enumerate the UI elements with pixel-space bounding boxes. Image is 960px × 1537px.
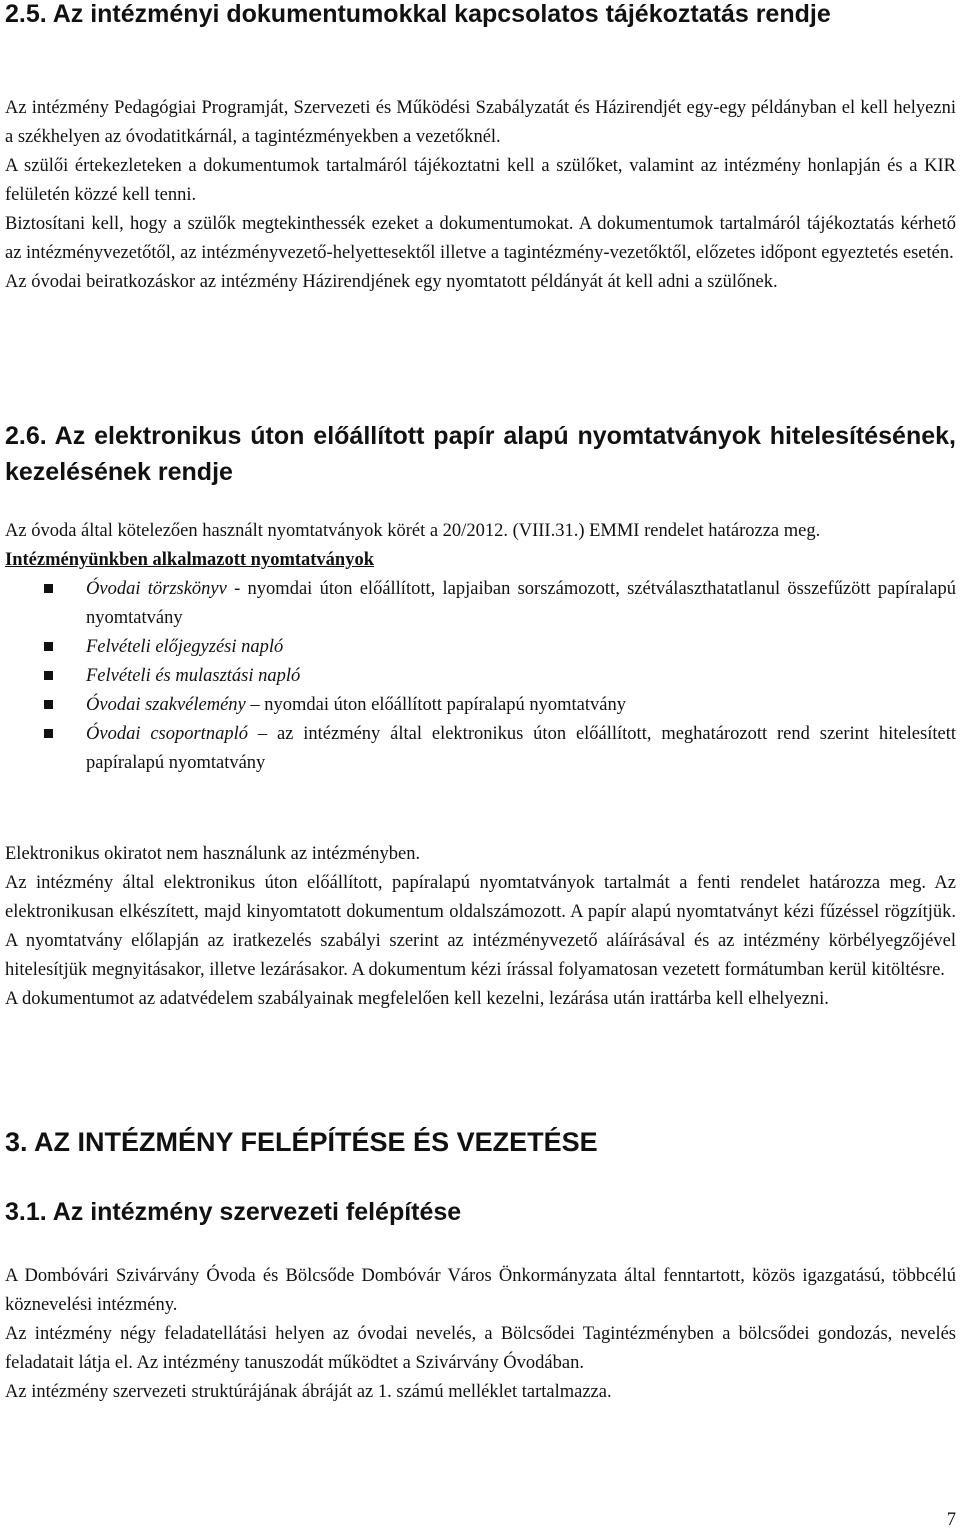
list-item: Felvételi előjegyzési napló [5,633,956,662]
paragraph: Az óvoda által kötelezően használt nyomtatványok körét a 20/2012. (VIII.31.) EMMI rendelet határozza meg. [5,521,821,541]
bullet-icon [44,700,53,709]
list-item: Óvodai csoportnapló – az intézmény által elektronikus úton előállított, meghatározott rend szerint hitelesített papíralapú nyomtatvány [5,720,956,778]
section-2-6-body [5,517,956,778]
bullet-icon [44,584,53,593]
paragraph: Elektronikus okiratot nem használunk az intézményben. [5,844,421,864]
page-number: 7 [946,1510,956,1530]
list-item: Óvodai szakvélemény – nyomdai úton előállított papíralapú nyomtatvány [5,691,956,720]
bullet-icon [44,729,53,738]
list-heading: Intézményünkben alkalmazott nyomtatványok [5,550,374,570]
chapter-3-heading: 3. AZ INTÉZMÉNY FELÉPÍTÉSE ÉS VEZETÉSE [5,1127,598,1157]
list-item: Óvodai törzskönyv - nyomdai úton előállított, lapjaiban sorszámozott, szétválaszthatatlanul összefűzött papíralapú nyomtatvány [5,575,956,633]
paragraph: Biztosítani kell, hogy a szülők megtekinthessék ezeket a dokumentumokat. A dokumentumok tartalmáról tájékoztatás kérhető az intézményvezetőtől, az intézményvezető-helyettesektől illetve a tagintézmény-vezetőktől, előzetes időpont egyeztetés esetén. [5,214,956,263]
section-2-5-body [5,94,956,297]
paragraph: A szülői értekezleteken a dokumentumok tartalmáról tájékoztatni kell a szülőket, valamint az intézmény honlapján és a KIR felületén közzé kell tenni. [5,156,956,205]
section-2-6-heading: 2.6. Az elektronikus úton előállított papír alapú nyomtatványok hitelesítésének, kezelésének rendje [5,422,956,486]
paragraph: Az intézmény szervezeti struktúrájának ábráját az 1. számú melléklet tartalmazza. [5,1382,612,1402]
paragraph: Az óvodai beiratkozáskor az intézmény Házirendjének egy nyomtatott példányát át kell adni a szülőnek. [5,272,778,292]
section-3-1-body [5,1262,956,1407]
forms-list [5,575,956,778]
paragraph: A Dombóvári Szivárvány Óvoda és Bölcsőde Dombóvár Város Önkormányzata által fenntartott, közös igazgatású, többcélú köznevelési intézmény. [5,1266,956,1315]
paragraph: A dokumentumot az adatvédelem szabályainak megfelelően kell kezelni, lezárása után irattárba kell elhelyezni. [5,989,829,1009]
section-2-6-closing [5,840,956,1014]
paragraph: Az intézmény által elektronikus úton előállított, papíralapú nyomtatványok tartalmát a fenti rendelet határozza meg. Az elektronikusan elkészített, majd kinyomtatott dokumentum oldalszámozott. A papír alapú nyomtatványt kézi fűzéssel rögzítjük. A nyomtatvány előlapján az iratkezelés szabályi szerint az intézményvezető aláírásával és az intézmény körbélyegzőjével hitelesítjük megnyitásakor, illetve lezárásakor. A dokumentum kézi írással folyamatosan vezetett formátumban kerül kitöltésre. [5,873,956,980]
section-3-1-heading: 3.1. Az intézmény szervezeti felépítése [5,1198,462,1226]
section-2-5-heading: 2.5. Az intézményi dokumentumokkal kapcsolatos tájékoztatás rendje [5,0,831,28]
bullet-icon [44,642,53,651]
paragraph: Az intézmény Pedagógiai Programját, Szervezeti és Működési Szabályzatát és Házirendjét egy-egy példányban el kell helyezni a székhelyen az óvodatitkárnál, a tagintézményekben a vezetőknél. [5,98,956,147]
paragraph: Az intézmény négy feladatellátási helyen az óvodai nevelés, a Bölcsődei Tagintézményben a bölcsődei gondozás, nevelés feladatait látja el. Az intézmény tanuszodát működtet a Szivárvány Óvodában. [5,1324,956,1373]
bullet-icon [44,671,53,680]
list-item: Felvételi és mulasztási napló [5,662,956,691]
